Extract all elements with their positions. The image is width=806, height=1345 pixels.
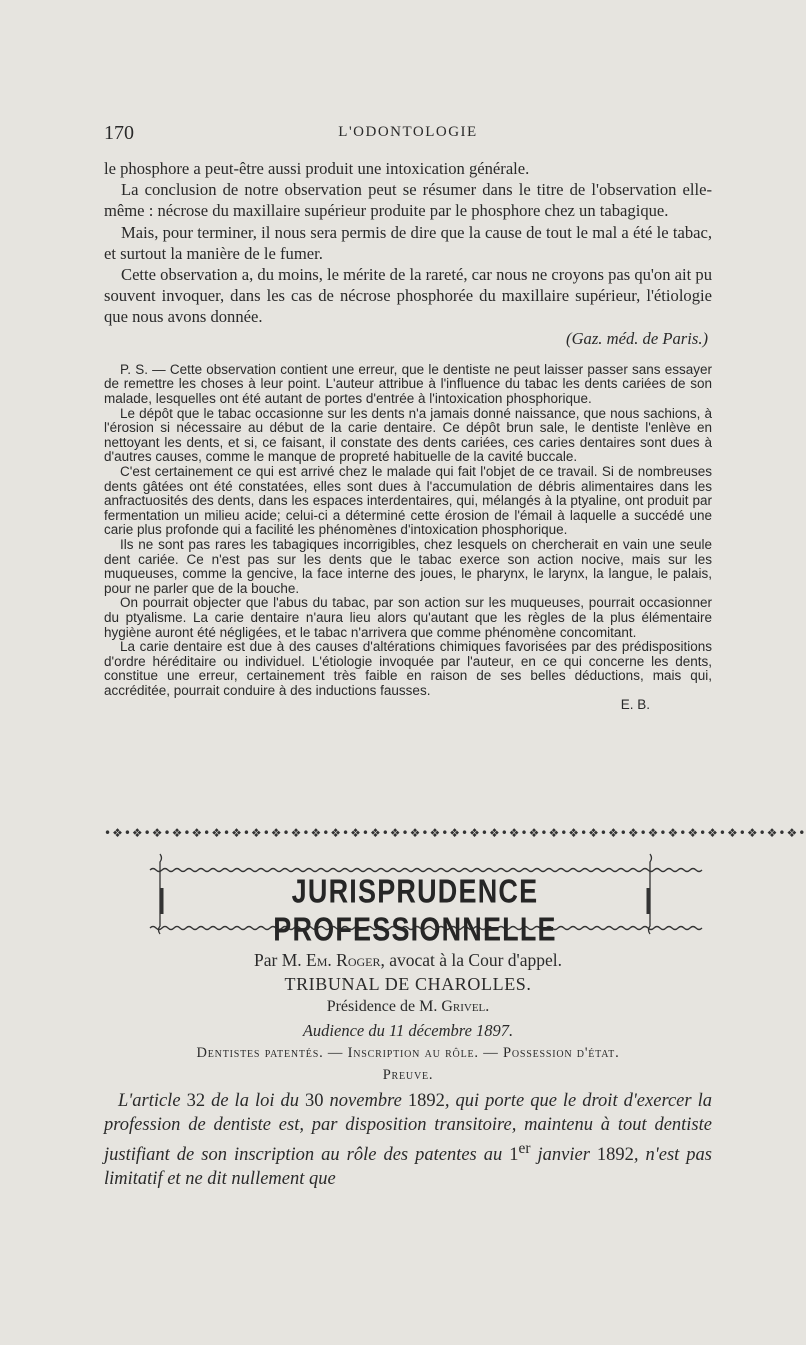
audience-date: Audience du 11 décembre 1897. (302, 1021, 514, 1040)
running-title: L'ODONTOLOGIE (338, 124, 478, 140)
tribunal-heading: TRIBUNAL DE CHAROLLES. (284, 974, 532, 994)
note-paragraph: Ils ne sont pas rares les tabagiques incorrigibles, chez lesquels on chercherait en vain une seule dent cariée. Ce n'est pas sur les dents que le tabac exerce son action nocive, mais sur les muqueuses, comme la gencive, la face interne des joues, le pharynx, le larynx, la langue, le palais, pour ne parler que de la bouche. (104, 536, 712, 596)
banner-top-wave (150, 869, 702, 872)
note-paragraph: P. S. — Cette observation contient une erreur, que le dentiste ne peut laisser passer sans essayer de remettre les choses à leur point. L'auteur attribue à l'influence du tabac les dents cariées de son malade, lesquelles ont été autant de portes d'entrée à l'intoxication phosphorique. (104, 361, 712, 407)
paragraph: Cette observation a, du moins, le mérite de la rareté, car nous ne croyons pas qu'on ait pu souvent invoquer, dans les cas de nécrose phosphorée du maxillaire supérieur, l'étiologie que nous avons donnée. (104, 265, 712, 327)
postscript-notes (104, 363, 712, 713)
signature: E. B. (620, 697, 650, 713)
page-header (104, 122, 712, 146)
keywords-line-2: Preuve. (382, 1067, 434, 1083)
source-citation: (Gaz. méd. de Paris.) (566, 328, 708, 348)
president-name: Grivel. (441, 998, 490, 1015)
paragraph: Mais, pour terminer, il nous sera permis de dire que la cause de tout le mal a été le tabac, et surtout la manière de le fumer. (104, 222, 712, 263)
article-body (104, 158, 712, 713)
section-title: JURISPRUDENCE PROFESSIONNELLE (273, 873, 557, 948)
ornamental-divider: •❖•❖•❖•❖•❖•❖•❖•❖•❖•❖•❖•❖•❖•❖•❖•❖•❖•❖•❖•❖•❖•❖•❖•❖•❖•❖•❖•❖•❖•❖•❖•❖•❖•❖•❖• (104, 826, 806, 840)
note-paragraph: C'est certainement ce qui est arrivé chez le malade qui fait l'objet de ce travail. Si de nombreuses dents gâtées ont été constatées, elles sont dues à l'accumulation de débris alimentaires dans les anfractuosités des dents, dans les espaces interdentaires, qui, mélangés à la ptyaline, ont produit par fermentation un milieu acide; celui-ci a déterminé cette érosion de l'émail à laquelle a succédé une carie plus profonde qui a facilité les phénomènes d'intoxication phosphorique. (104, 463, 712, 538)
paragraph: La conclusion de notre observation peut se résumer dans le titre de l'observation elle-même : nécrose du maxillaire supérieur produite par le phosphore chez un tabagique. (104, 180, 712, 221)
note-paragraph: On pourrait objecter que l'abus du tabac, par son action sur les muqueuses, pourrait occasionner du ptyalisme. La carie dentaire n'aura lieu alors qu'autant que les règles de la plus élémentaire hygiène auront été négligées, et le tabac n'arrivera que comme phénomène concomitant. (104, 595, 712, 640)
ruling-summary: L'article 32 de la loi du 30 novembre 1892, qui porte que le droit d'exercer la profession de dentiste est, par disposition transitoire, maintenu à tout dentiste justifiant de son inscription au rôle des patentes au 1er janvier 1892, n'est pas limitatif et ne dit nullement que (104, 1091, 712, 1189)
section-banner (150, 852, 680, 947)
presidence-line: Présidence de M. Grivel. (326, 998, 490, 1015)
signature-line (104, 698, 712, 713)
author-name: Em. Roger (306, 950, 381, 970)
note-paragraph: La carie dentaire est due à des causes d'altérations chimiques favorisées par des prédispositions d'ordre héréditaire ou individuel. L'étiologie invoquée par l'auteur, en ce qui concerne les dents, constitue une erreur, certainement très faible en raison de ses belles déductions, mais qui, accréditée, pourrait conduire à des inductions fausses. (104, 639, 712, 698)
paragraph: le phosphore a peut-être aussi produit une intoxication générale. (104, 159, 530, 178)
page-number: 170 (104, 122, 134, 144)
keywords-line: Dentistes patentés. — Inscription au rôle. — Possession d'état. (196, 1045, 620, 1061)
byline: Par M. Em. Roger, avocat à la Cour d'appel. (254, 950, 562, 970)
note-paragraph: Le dépôt que le tabac occasionne sur les dents n'a jamais donné naissance, que nous sachions, à l'érosion si nécessaire au début de la carie dentaire. Ce dépôt brun sale, le dentiste l'enlève en nettoyant les dents, et si, ce faisant, il constate des dents cariées, ces caries dentaires sont dues à d'autres causes, comme le manque de propreté habituelle de la cavité buccale. (104, 405, 712, 465)
